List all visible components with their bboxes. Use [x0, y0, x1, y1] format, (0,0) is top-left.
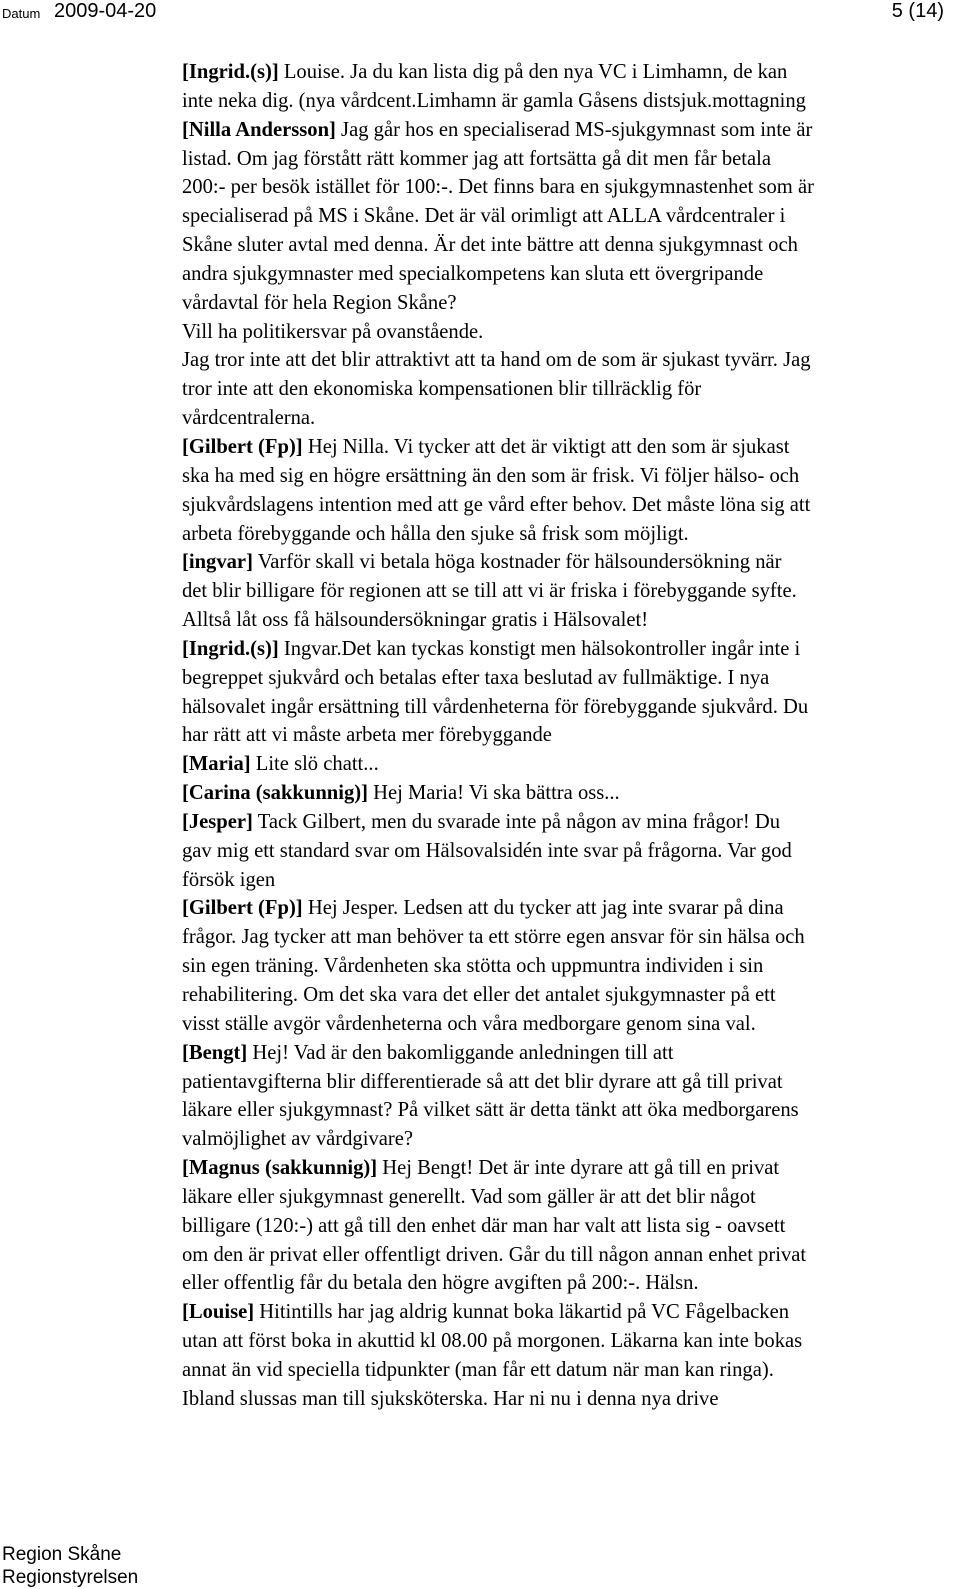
message-text: patientavgifterna blir differentierade så att det blir dyrare att gå till privat: [182, 1070, 783, 1093]
chat-line: [182, 548, 952, 577]
chat-line: [182, 491, 952, 520]
message-text: Ingvar.Det kan tyckas konstigt men hälsokontroller ingår inte i: [278, 637, 801, 660]
message-text: andra sjukgymnaster med specialkompetens kan sluta ett övergripande: [182, 262, 764, 285]
message-text: Vill ha politikersvar på ovanstående.: [182, 320, 484, 343]
message-text: läkare eller sjukgymnast? På vilket sätt är detta tänkt att öka medborgarens: [182, 1099, 799, 1122]
chat-line: [182, 1327, 952, 1356]
speaker-name: [ingvar]: [182, 551, 253, 574]
message-text: vårdcentralerna.: [182, 407, 316, 430]
chat-line: [182, 779, 952, 808]
chat-line: [182, 1010, 952, 1039]
date-value: 2009-04-20: [54, 0, 157, 22]
chat-line: [182, 260, 952, 289]
speaker-name: [Carina (sakkunnig)]: [182, 782, 368, 805]
chat-line: [182, 1039, 952, 1068]
chat-line: [182, 1298, 952, 1327]
chat-line: [182, 202, 952, 231]
message-text: om den är privat eller offentligt driven. Går du till någon annan enhet privat: [182, 1243, 807, 1266]
message-text: hälsovalet ingår ersättning till vårdenheterna för förebyggande sjukvård. Du: [182, 695, 809, 718]
message-text: Varför skall vi betala höga kostnader för hälsoundersökning när: [252, 551, 782, 574]
chat-line: [182, 318, 952, 347]
message-text: har rätt att vi måste arbeta mer förebyggande: [182, 724, 552, 747]
message-text: sjukvårdslagens intention med att ge vård efter behov. Det måste löna sig att: [182, 493, 811, 516]
page-footer: [2, 1543, 138, 1589]
chat-line: [182, 173, 952, 202]
message-text: specialiserad på MS i Skåne. Det är väl orimligt att ALLA vårdcentraler i: [182, 205, 786, 228]
message-text: tror inte att den ekonomiska kompensationen blir tillräcklig för: [182, 378, 702, 401]
chat-line: [182, 664, 952, 693]
chat-line: [182, 1269, 952, 1298]
chat-line: [182, 952, 952, 981]
chat-line: [182, 1125, 952, 1154]
chat-line: [182, 1356, 952, 1385]
message-text: inte neka dig. (nya vårdcent.Limhamn är gamla Gåsens distsjuk.mottagning: [182, 89, 806, 112]
chat-line: [182, 837, 952, 866]
message-text: frågor. Jag tycker att man behöver ta ett större egen ansvar för sin hälsa och: [182, 926, 805, 949]
speaker-name: [Gilbert (Fp)]: [182, 897, 303, 920]
chat-line: [182, 1068, 952, 1097]
message-text: annat än vid speciella tidpunkter (man får ett datum när man kan ringa).: [182, 1358, 774, 1381]
footer-org: Region Skåne: [2, 1544, 122, 1565]
chat-line: [182, 1241, 952, 1270]
chat-line: [182, 606, 952, 635]
speaker-name: [Ingrid.(s)]: [182, 637, 279, 660]
chat-line: [182, 894, 952, 923]
speaker-name: [Jesper]: [182, 810, 253, 833]
message-text: Jag tror inte att det blir attraktivt att ta hand om de som är sjukast tyvärr. Jag: [182, 349, 811, 372]
message-text: Jag går hos en specialiserad MS-sjukgymnast som inte är: [335, 118, 813, 141]
chat-transcript: [182, 58, 952, 1414]
message-text: visst ställe avgör vårdenheterna och våra medborgare genom sina val.: [182, 1012, 756, 1035]
page-header: [0, 0, 960, 26]
message-text: Louise. Ja du kan lista dig på den nya VC i Limhamn, de kan: [278, 61, 788, 83]
message-text: Tack Gilbert, men du svarade inte på någon av mina frågor! Du: [252, 810, 781, 833]
speaker-name: [Ingrid.(s)]: [182, 61, 279, 83]
chat-line: [182, 145, 952, 174]
speaker-name: [Maria]: [182, 753, 251, 776]
message-text: Skåne sluter avtal med denna. Är det inte bättre att denna sjukgymnast och: [182, 234, 798, 257]
chat-line: [182, 693, 952, 722]
message-text: eller offentlig får du betala den högre avgiften på 200:-. Hälsn.: [182, 1272, 699, 1295]
message-text: försök igen: [182, 868, 276, 891]
message-text: listad. Om jag förstått rätt kommer jag att fortsätta gå dit men får betala: [182, 147, 772, 170]
message-text: Hej Nilla. Vi tycker att det är viktigt att den som är sjukast: [302, 435, 790, 458]
speaker-name: [Louise]: [182, 1301, 255, 1324]
message-text: utan att först boka in akuttid kl 08.00 på morgonen. Läkarna kan inte bokas: [182, 1330, 803, 1353]
message-text: ska ha med sig en högre ersättning än den som är frisk. Vi följer hälso- och: [182, 464, 800, 487]
chat-line: [182, 808, 952, 837]
chat-line: [182, 750, 952, 779]
chat-line: [182, 462, 952, 491]
chat-line: [182, 433, 952, 462]
message-text: det blir billigare för regionen att se till att vi är friska i förebyggande syfte.: [182, 580, 797, 603]
message-text: vårdavtal för hela Region Skåne?: [182, 291, 457, 314]
message-text: rehabilitering. Om det ska vara det eller det antalet sjukgymnaster på ett: [182, 984, 776, 1006]
footer-dept: Regionstyrelsen: [2, 1567, 139, 1588]
chat-line: [182, 1212, 952, 1241]
message-text: Hitintills har jag aldrig kunnat boka läkartid på VC Fågelbacken: [254, 1301, 790, 1324]
chat-line: [182, 923, 952, 952]
message-text: valmöjlighet av vårdgivare?: [182, 1128, 414, 1151]
message-text: Lite slö chatt...: [250, 753, 379, 776]
message-text: Hej Maria! Vi ska bättra oss...: [367, 782, 620, 805]
message-text: arbeta förebyggande och hålla den sjuke så frisk som möjligt.: [182, 522, 689, 545]
message-text: billigare (120:-) att gå till den enhet där man har valt att lista sig - oavsett: [182, 1214, 786, 1237]
message-text: gav mig ett standard svar om Hälsovalsidén inte svar på frågorna. Var god: [182, 839, 792, 862]
message-text: sin egen träning. Vårdenheten ska stötta och uppmuntra individen i sin: [182, 955, 764, 978]
chat-line: [182, 981, 952, 1010]
speaker-name: [Gilbert (Fp)]: [182, 435, 303, 458]
chat-line: [182, 87, 952, 116]
message-text: Alltså låt oss få hälsoundersökningar gratis i Hälsovalet!: [182, 609, 649, 632]
message-text: läkare eller sjukgymnast generellt. Vad som gäller är att det blir något: [182, 1185, 756, 1208]
speaker-name: [Nilla Andersson]: [182, 118, 336, 141]
chat-line: [182, 577, 952, 606]
chat-line: [182, 116, 952, 145]
speaker-name: [Bengt]: [182, 1041, 248, 1064]
message-text: Hej! Vad är den bakomliggande anledningen till att: [247, 1041, 674, 1064]
chat-line: [182, 404, 952, 433]
message-text: begreppet sjukvård och betalas efter taxa beslutad av fullmäktige. I nya: [182, 666, 770, 689]
chat-line: [182, 1183, 952, 1212]
message-text: 200:- per besök istället för 100:-. Det finns bara en sjukgymnastenhet som är: [182, 176, 814, 199]
chat-line: [182, 1154, 952, 1183]
message-text: Ibland slussas man till sjuksköterska. Har ni nu i denna nya drive: [182, 1387, 719, 1410]
chat-line: [182, 231, 952, 260]
speaker-name: [Magnus (sakkunnig)]: [182, 1157, 378, 1180]
message-text: Hej Jesper. Ledsen att du tycker att jag inte svarar på dina: [302, 897, 784, 920]
message-text: Hej Bengt! Det är inte dyrare att gå till en privat: [377, 1157, 780, 1180]
chat-line: [182, 721, 952, 750]
chat-line: [182, 1096, 952, 1125]
chat-line: [182, 58, 952, 87]
date-label: Datum: [2, 6, 41, 21]
chat-line: [182, 375, 952, 404]
chat-line: [182, 635, 952, 664]
chat-line: [182, 520, 952, 549]
chat-line: [182, 289, 952, 318]
page-number: 5 (14): [891, 0, 944, 22]
chat-line: [182, 866, 952, 895]
chat-line: [182, 346, 952, 375]
chat-line: [182, 1385, 952, 1414]
